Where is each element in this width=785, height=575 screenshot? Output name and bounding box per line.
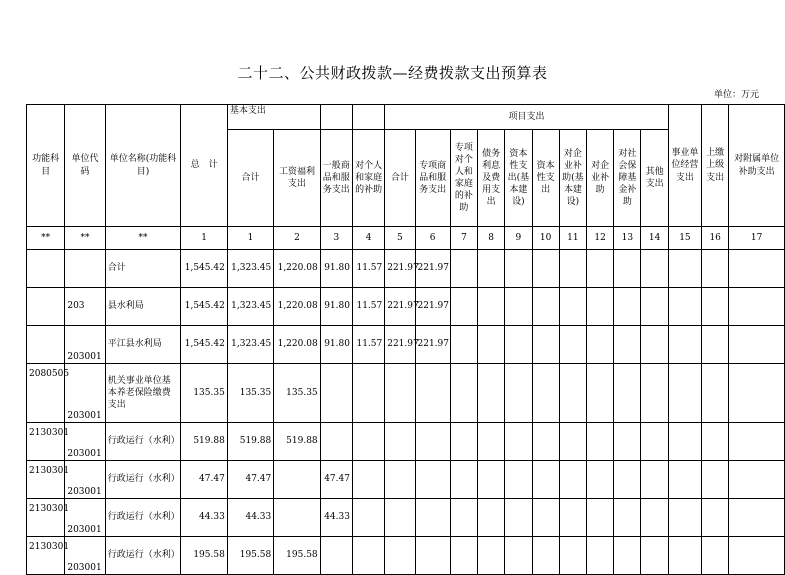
header-basic-group: 基本支出 (227, 105, 320, 130)
empty-cell (586, 461, 613, 499)
goods-cell: 47.47 (320, 461, 352, 499)
unit-name-cell: 行政运行（水利） (105, 499, 181, 537)
empty-cell (668, 250, 701, 288)
empty-cell (559, 364, 586, 423)
empty-cell (702, 461, 729, 499)
unit-code-cell (65, 250, 105, 288)
proj-goods-cell: 221.97 (415, 326, 450, 364)
proj-total-cell (385, 461, 415, 499)
empty-cell (505, 326, 532, 364)
salary-cell: 519.88 (274, 423, 320, 461)
header-proj-total: 合计 (385, 130, 415, 227)
proj-goods-cell: 221.97 (415, 250, 450, 288)
unit-code-cell: 203001 (65, 537, 105, 575)
func-code-cell: 2130301 (27, 461, 65, 499)
proj-goods-cell (415, 423, 450, 461)
goods-cell: 91.80 (320, 288, 352, 326)
empty-cell (668, 423, 701, 461)
unit-code-cell: 203001 (65, 461, 105, 499)
empty-cell (729, 423, 785, 461)
empty-cell (702, 288, 729, 326)
index-cell: 1 (181, 227, 227, 250)
index-cell: 14 (641, 227, 668, 250)
empty-cell (559, 250, 586, 288)
unit-code-cell: 203001 (65, 499, 105, 537)
total-cell: 1,545.42 (181, 326, 227, 364)
unit-name-cell: 平江县水利局 (105, 326, 181, 364)
empty-cell (586, 423, 613, 461)
proj-total-cell (385, 423, 415, 461)
index-cell: 5 (385, 227, 415, 250)
empty-cell (641, 423, 668, 461)
header-enterprise-build: 对企业补助(基本建设) (559, 130, 586, 227)
table-row (27, 537, 785, 575)
empty-cell (559, 461, 586, 499)
empty-cell (586, 326, 613, 364)
basic-total-cell: 1,323.45 (227, 326, 273, 364)
basic-total-cell: 44.33 (227, 499, 273, 537)
empty-cell (641, 364, 668, 423)
header-capital-build: 资本性支出(基本建设) (505, 130, 532, 227)
page-title: 二十二、公共财政拨款—经费拨款支出预算表 (237, 64, 548, 82)
personal-cell (352, 364, 384, 423)
index-cell: ** (105, 227, 181, 250)
empty-cell (450, 423, 477, 461)
proj-total-cell (385, 364, 415, 423)
header-basic-total: 合计 (227, 130, 273, 227)
index-cell: 9 (505, 227, 532, 250)
proj-total-cell (385, 537, 415, 575)
empty-cell (532, 250, 559, 288)
header-total: 总 计 (181, 105, 227, 227)
unit-name-cell: 行政运行（水利） (105, 537, 181, 575)
personal-cell (352, 423, 384, 461)
unit-code-cell: 203001 (65, 423, 105, 461)
salary-cell: 1,220.08 (274, 288, 320, 326)
empty-cell (478, 288, 505, 326)
header-debt: 债务利息及费用支出 (478, 130, 505, 227)
empty-cell (478, 537, 505, 575)
index-cell: 16 (702, 227, 729, 250)
unit-name-cell: 行政运行（水利） (105, 461, 181, 499)
empty-cell (478, 423, 505, 461)
header-row-1 (27, 105, 785, 130)
empty-cell (532, 288, 559, 326)
empty-cell (450, 364, 477, 423)
empty-cell (668, 461, 701, 499)
empty-cell (450, 461, 477, 499)
empty-cell (505, 537, 532, 575)
empty-cell (614, 326, 641, 364)
empty-cell (614, 423, 641, 461)
header-remit: 上缴上级支出 (702, 105, 729, 227)
unit-name-cell: 县水利局 (105, 288, 181, 326)
empty-cell (702, 326, 729, 364)
index-cell: ** (27, 227, 65, 250)
header-basic-blank (320, 105, 352, 130)
personal-cell (352, 499, 384, 537)
empty-cell (586, 537, 613, 575)
personal-cell (352, 461, 384, 499)
index-cell: ** (65, 227, 105, 250)
empty-cell (641, 288, 668, 326)
basic-total-cell: 135.35 (227, 364, 273, 423)
total-cell: 135.35 (181, 364, 227, 423)
empty-cell (668, 364, 701, 423)
unit-code-cell: 203 (65, 288, 105, 326)
empty-cell (729, 250, 785, 288)
index-cell: 4 (352, 227, 384, 250)
empty-cell (478, 250, 505, 288)
empty-cell (641, 326, 668, 364)
total-cell: 1,545.42 (181, 288, 227, 326)
index-cell: 2 (274, 227, 320, 250)
header-enterprise: 对企业补助 (586, 130, 613, 227)
empty-cell (668, 288, 701, 326)
index-cell: 15 (668, 227, 701, 250)
empty-cell (729, 288, 785, 326)
header-affiliated: 对附属单位补助支出 (729, 105, 785, 227)
index-cell: 10 (532, 227, 559, 250)
empty-cell (729, 537, 785, 575)
salary-cell: 135.35 (274, 364, 320, 423)
empty-cell (614, 250, 641, 288)
empty-cell (586, 499, 613, 537)
goods-cell: 44.33 (320, 499, 352, 537)
proj-goods-cell (415, 499, 450, 537)
empty-cell (505, 499, 532, 537)
empty-cell (614, 288, 641, 326)
empty-cell (702, 537, 729, 575)
empty-cell (505, 423, 532, 461)
empty-cell (668, 537, 701, 575)
proj-goods-cell (415, 537, 450, 575)
empty-cell (614, 537, 641, 575)
basic-total-cell: 1,323.45 (227, 250, 273, 288)
func-code-cell (27, 326, 65, 364)
empty-cell (505, 288, 532, 326)
func-code-cell (27, 250, 65, 288)
total-cell: 195.58 (181, 537, 227, 575)
total-cell: 519.88 (181, 423, 227, 461)
goods-cell (320, 423, 352, 461)
empty-cell (641, 537, 668, 575)
table-body (27, 250, 785, 575)
header-unit-code: 单位代码 (65, 105, 105, 227)
empty-cell (729, 461, 785, 499)
basic-total-cell: 47.47 (227, 461, 273, 499)
table-row (27, 250, 785, 288)
goods-cell: 91.80 (320, 326, 352, 364)
header-personal: 对个人和家庭的补助 (352, 130, 384, 227)
table-row (27, 423, 785, 461)
empty-cell (586, 288, 613, 326)
unit-code-cell: 203001 (65, 364, 105, 423)
header-salary: 工资福利支出 (274, 130, 320, 227)
empty-cell (450, 326, 477, 364)
empty-cell (702, 364, 729, 423)
total-cell: 1,545.42 (181, 250, 227, 288)
empty-cell (586, 364, 613, 423)
empty-cell (450, 288, 477, 326)
empty-cell (532, 499, 559, 537)
unit-name-cell: 合计 (105, 250, 181, 288)
personal-cell: 11.57 (352, 250, 384, 288)
empty-cell (729, 499, 785, 537)
header-business: 事业单位经营支出 (668, 105, 701, 227)
unit-label: 单位：万元 (713, 90, 759, 100)
basic-total-cell: 1,323.45 (227, 288, 273, 326)
empty-cell (478, 461, 505, 499)
empty-cell (478, 326, 505, 364)
empty-cell (641, 499, 668, 537)
func-code-cell: 2130301 (27, 423, 65, 461)
personal-cell (352, 537, 384, 575)
salary-cell (274, 499, 320, 537)
empty-cell (702, 423, 729, 461)
empty-cell (450, 537, 477, 575)
unit-name-cell: 机关事业单位基本养老保险缴费支出 (105, 364, 181, 423)
empty-cell (478, 364, 505, 423)
empty-cell (559, 288, 586, 326)
proj-total-cell: 221.97 (385, 326, 415, 364)
func-code-cell: 2130301 (27, 537, 65, 575)
salary-cell (274, 461, 320, 499)
index-cell: 8 (478, 227, 505, 250)
header-other: 其他支出 (641, 130, 668, 227)
empty-cell (505, 461, 532, 499)
empty-cell (532, 537, 559, 575)
unit-name-cell: 行政运行（水利） (105, 423, 181, 461)
empty-cell (505, 364, 532, 423)
index-cell: 12 (586, 227, 613, 250)
index-cell: 7 (450, 227, 477, 250)
header-unit-name: 单位名称(功能科目) (105, 105, 181, 227)
empty-cell (559, 326, 586, 364)
header-project-group: 项目支出 (385, 105, 669, 130)
empty-cell (702, 499, 729, 537)
total-cell: 47.47 (181, 461, 227, 499)
index-cell: 6 (415, 227, 450, 250)
empty-cell (505, 250, 532, 288)
proj-total-cell (385, 499, 415, 537)
proj-goods-cell (415, 364, 450, 423)
total-cell: 44.33 (181, 499, 227, 537)
empty-cell (478, 499, 505, 537)
budget-table (26, 104, 785, 575)
header-social-fund: 对社会保障基金补助 (614, 130, 641, 227)
index-cell: 13 (614, 227, 641, 250)
index-cell: 11 (559, 227, 586, 250)
empty-cell (450, 250, 477, 288)
empty-cell (702, 250, 729, 288)
proj-total-cell: 221.97 (385, 288, 415, 326)
table-row (27, 499, 785, 537)
index-cell: 3 (320, 227, 352, 250)
func-code-cell (27, 288, 65, 326)
basic-total-cell: 195.58 (227, 537, 273, 575)
func-code-cell: 2130301 (27, 499, 65, 537)
header-basic-blank (352, 105, 384, 130)
empty-cell (614, 499, 641, 537)
empty-cell (641, 461, 668, 499)
empty-cell (450, 499, 477, 537)
func-code-cell: 2080505 (27, 364, 65, 423)
goods-cell (320, 364, 352, 423)
empty-cell (729, 326, 785, 364)
empty-cell (559, 423, 586, 461)
proj-goods-cell (415, 461, 450, 499)
header-proj-goods: 专项商品和服务支出 (415, 130, 450, 227)
table-row (27, 364, 785, 423)
basic-total-cell: 519.88 (227, 423, 273, 461)
header-func-code: 功能科目 (27, 105, 65, 227)
empty-cell (614, 364, 641, 423)
empty-cell (729, 364, 785, 423)
table-row (27, 461, 785, 499)
empty-cell (559, 537, 586, 575)
header-proj-personal: 专项对个人和家庭的补助 (450, 130, 477, 227)
table-row (27, 288, 785, 326)
proj-goods-cell: 221.97 (415, 288, 450, 326)
header-goods: 一般商品和服务支出 (320, 130, 352, 227)
empty-cell (532, 326, 559, 364)
empty-cell (532, 364, 559, 423)
table-row (27, 326, 785, 364)
index-row (27, 227, 785, 250)
personal-cell: 11.57 (352, 326, 384, 364)
empty-cell (668, 326, 701, 364)
empty-cell (614, 461, 641, 499)
salary-cell: 1,220.08 (274, 250, 320, 288)
empty-cell (641, 250, 668, 288)
goods-cell (320, 537, 352, 575)
index-cell: 17 (729, 227, 785, 250)
empty-cell (668, 499, 701, 537)
salary-cell: 1,220.08 (274, 326, 320, 364)
proj-total-cell: 221.97 (385, 250, 415, 288)
unit-code-cell: 203001 (65, 326, 105, 364)
empty-cell (532, 423, 559, 461)
header-capital: 资本性支出 (532, 130, 559, 227)
goods-cell: 91.80 (320, 250, 352, 288)
empty-cell (532, 461, 559, 499)
index-cell: 1 (227, 227, 273, 250)
personal-cell: 11.57 (352, 288, 384, 326)
salary-cell: 195.58 (274, 537, 320, 575)
empty-cell (559, 499, 586, 537)
empty-cell (586, 250, 613, 288)
